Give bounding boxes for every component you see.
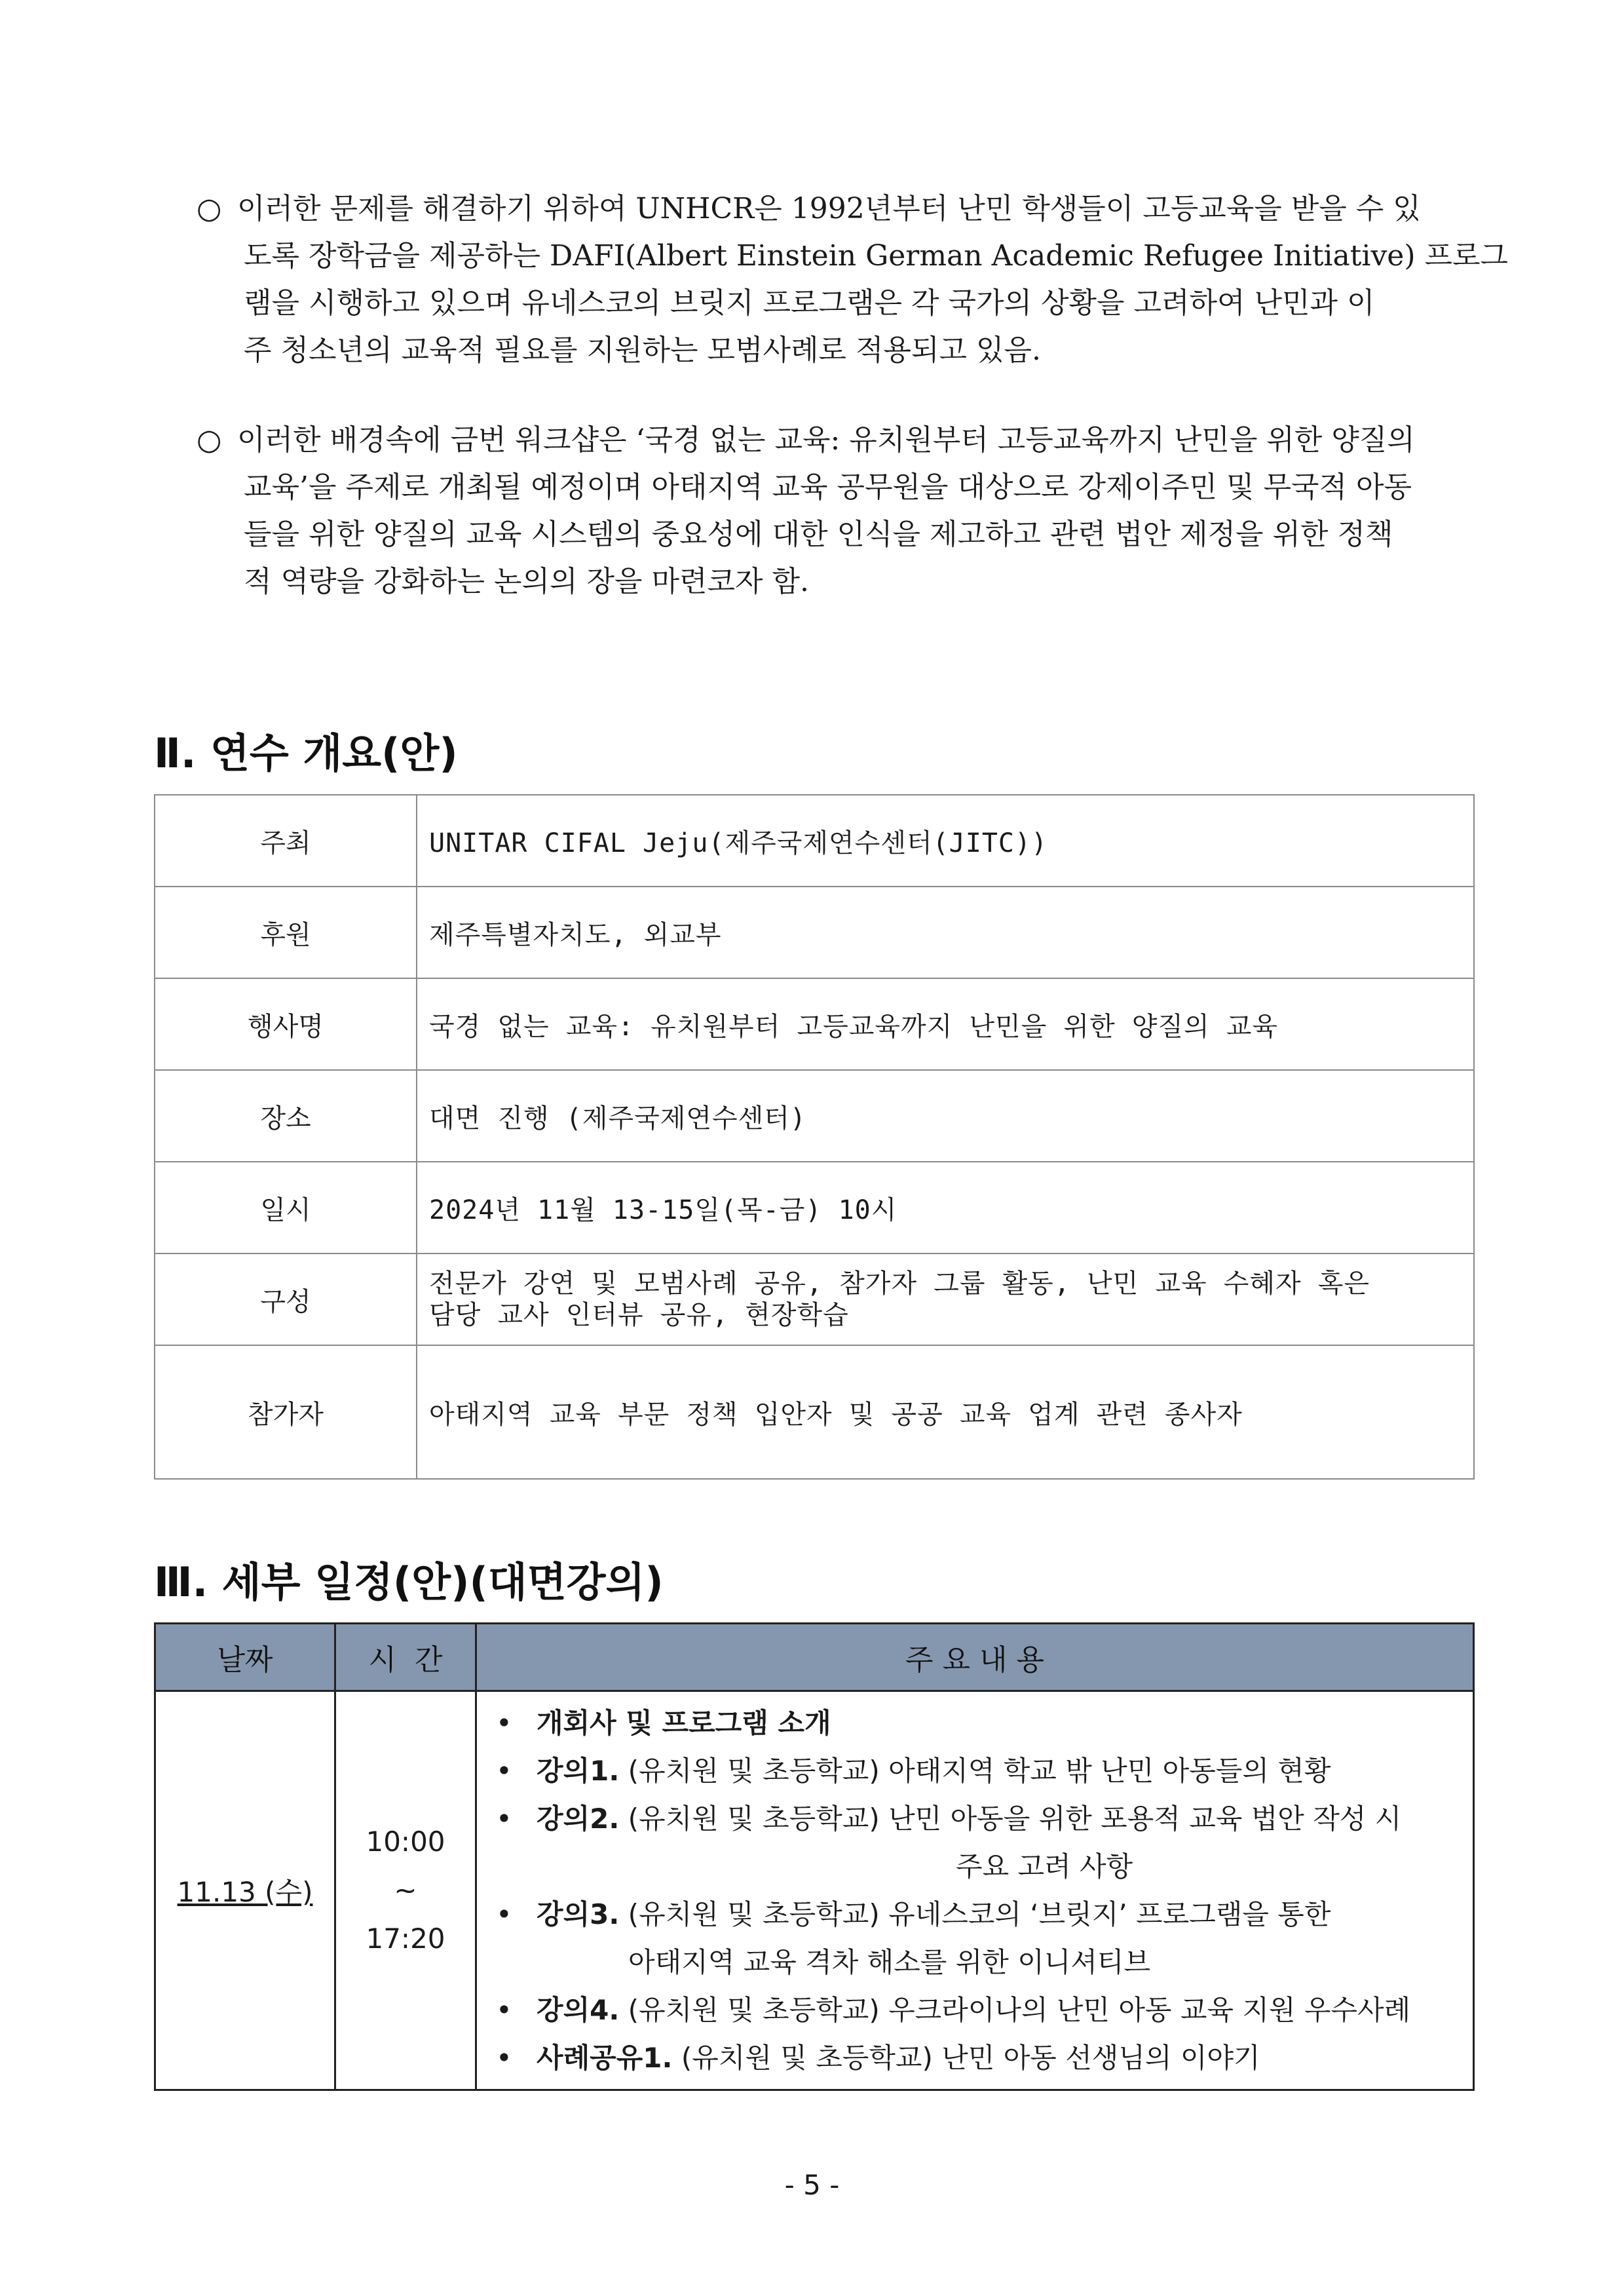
circle-bullet-icon: ○ [197,423,222,457]
circle-bullet-icon: ○ [197,192,222,225]
table-row [155,1162,1474,1253]
item-keyword: 강의2. [537,1803,620,1835]
item-text: (유치원 및 초등학교) 유네스코의 ‘브릿지’ 프로그램을 통한 [619,1898,1331,1930]
row-label: 행사명 [155,978,417,1070]
schedule-date [155,1691,335,2090]
item-keyword: 개회사 및 프로그램 소개 [537,1707,831,1739]
list-item [489,2034,1472,2082]
list-item [489,1795,1472,1890]
schedule-time [335,1691,476,2090]
table-row [155,1070,1474,1162]
agenda-list [478,1693,1472,2088]
row-value: 대면 진행 (제주국제연수센터) [417,1070,1474,1162]
row-label: 후원 [155,887,417,978]
bullet-icon: • [496,1994,512,2026]
item-text: (유치원 및 초등학교) 우크라이나의 난민 아동 교육 지원 우수사례 [619,1994,1411,2026]
bullet-icon: • [496,1803,512,1835]
row-value: 2024년 11월 13-15일(목-금) 10시 [417,1162,1474,1253]
table-row [155,1345,1474,1479]
paragraph-line: 도록 장학금을 제공하는 DAFI(Albert Einstein German Academic Refugee Initiative) 프로그 [244,239,1508,273]
list-item [489,1986,1472,2034]
table-header-row [155,1624,1474,1691]
schedule-table [154,1622,1475,2091]
table-row [155,1253,1474,1345]
row-label: 장소 [155,1070,417,1162]
paragraph-line: 이러한 배경속에 금번 워크샵은 ‘국경 없는 교육: 유치원부터 고등교육까지 난민을 위한 양질의 [237,423,1415,457]
list-item [489,1747,1472,1795]
item-text: (유치원 및 초등학교) 아태지역 학교 밖 난민 아동들의 현황 [619,1755,1331,1787]
time-start: 10:00 [366,1826,445,1858]
row-value: 제주특별자치도, 외교부 [417,887,1474,978]
header-date: 날짜 [155,1624,335,1691]
table-row [155,1691,1474,2090]
row-label: 일시 [155,1162,417,1253]
row-label: 주최 [155,795,417,887]
table-row [155,978,1474,1070]
bullet-icon: • [496,1707,512,1739]
row-value-line: 전문가 강연 및 모범사례 공유, 참가자 그룹 활동, 난민 교육 수혜자 혹은 [429,1269,1370,1299]
bullet-icon: • [496,2042,512,2074]
header-content: 주 요 내 용 [476,1624,1474,1691]
page-number: - 5 - [784,2169,840,2201]
row-label: 구성 [155,1253,417,1345]
paragraph-line: 램을 시행하고 있으며 유네스코의 브릿지 프로그램은 각 국가의 상황을 고려하여 난민과 이 [244,286,1375,320]
row-value [417,1253,1474,1345]
table-row [155,795,1474,887]
time-separator: ~ [394,1874,417,1906]
row-value: UNITAR CIFAL Jeju(제주국제연수센터(JITC)) [417,795,1474,887]
paragraph-unhcr [197,185,1508,374]
paragraph-line: 적 역량을 강화하는 논의의 장을 마련코자 함. [244,565,809,598]
paragraph-line: 주 청소년의 교육적 필요를 지원하는 모범사례로 적용되고 있음. [244,334,1041,367]
row-label: 참가자 [155,1345,417,1479]
item-subtext: 아태지역 교육 격차 해소를 위한 이니셔티브 [628,1946,1151,1978]
paragraph-line: 교육’을 주제로 개최될 예정이며 아태지역 교육 공무원을 대상으로 강제이주민 및 무국적 아동 [244,470,1412,504]
item-text: (유치원 및 초등학교) 난민 아동 선생님의 이야기 [672,2042,1260,2074]
table-row [155,887,1474,978]
time-end: 17:20 [366,1923,445,1955]
item-text: (유치원 및 초등학교) 난민 아동을 위한 포용적 교육 법안 작성 시 [619,1803,1402,1835]
item-keyword: 강의4. [537,1994,620,2026]
list-item [489,1890,1472,1986]
bullet-icon: • [496,1755,512,1787]
item-keyword: 사례공유1. [537,2042,673,2074]
item-subtext: 주요 고려 사항 [956,1850,1133,1883]
row-value-line: 담당 교사 인터뷰 공유, 현장학습 [429,1300,849,1330]
schedule-content [476,1691,1474,2090]
list-item [489,1699,1472,1747]
item-keyword: 강의1. [537,1755,620,1787]
section-3-title: Ⅲ. 세부 일정(안)(대면강의) [154,1558,664,1606]
paragraph-line: 이러한 문제를 해결하기 위하여 UNHCR은 1992년부터 난민 학생들이 고등교육을 받을 수 있 [237,192,1421,225]
row-value: 아태지역 교육 부문 정책 입안자 및 공공 교육 업계 관련 종사자 [417,1345,1474,1479]
paragraph-line: 들을 위한 양질의 교육 시스템의 중요성에 대한 인식을 제고하고 관련 법안 제정을 위한 정책 [244,518,1393,551]
header-time: 시 간 [335,1624,476,1691]
date-value: 11.13 (수) [177,1876,313,1908]
section-2-title: Ⅱ. 연수 개요(안) [154,729,458,777]
bullet-icon: • [496,1898,512,1930]
row-value: 국경 없는 교육: 유치원부터 고등교육까지 난민을 위한 양질의 교육 [417,978,1474,1070]
item-keyword: 강의3. [537,1898,620,1930]
paragraph-workshop [197,417,1474,605]
overview-table [154,794,1475,1480]
